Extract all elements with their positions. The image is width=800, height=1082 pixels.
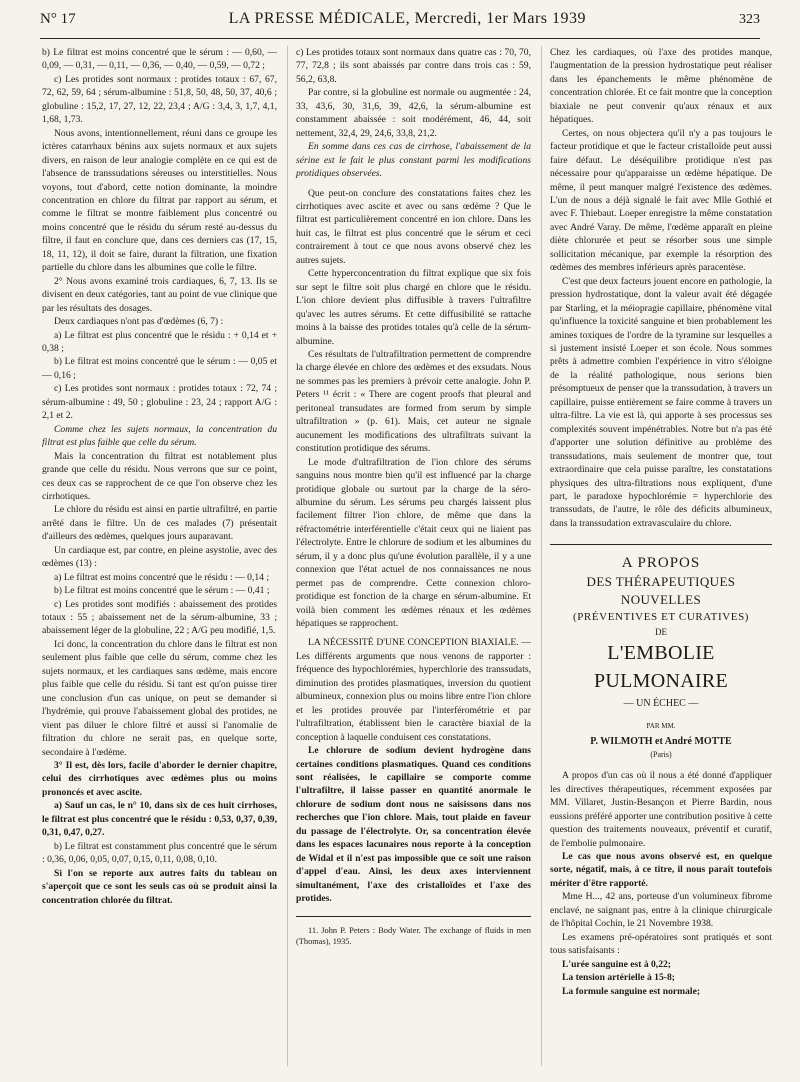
article-title-line: A PROPOS xyxy=(621,555,701,572)
paragraph: a) Sauf un cas, le n° 10, dans six de ces huit cirrhoses, le filtrat est plus concentré que le résidu : 0,53, 0,37, 0,39, 0,31, 0,47, 0,27. xyxy=(42,800,277,839)
paragraph: En somme dans ces cas de cirrhose, l'abaissement de la sérine est le fait le plus constant parmi les modifications protidiques observées. xyxy=(296,141,531,180)
paragraph: Mme H..., 42 ans, porteuse d'un volumineux fibrome enclavé, ne saignant pas, entre à la clinique chirurgicale de l'hôpital Cochin, le 21 Novembre 1938. xyxy=(550,891,772,930)
paragraph: Mais la concentration du filtrat est notablement plus grande que celle du résidu. Nous verrons que sur ce point, ces deux cas se rapprochent de ce que l'on observe chez les cirrhotiques. xyxy=(42,450,277,502)
paragraph: Certes, on nous objectera qu'il n'y a pas toujours le facteur protidique et que le facteur cristalloïde peut aussi faire défaut. Le déséquilibre protidique n'est pas nécessaire pour qu'apparaisse un œdème hépatique. De même, il peut manquer malgré l'existence des œdèmes. L'un de nous a déjà signalé le fait avec Mlle Gothié et avec F. Thiebaut. Loeper enregistre la même constatation avec André Varay. De même, l'œdème apparaît en pleine diète chlorurée et peut se résorber sous une simple sollicitation mécanique, par exemple la résorption des œdèmes des membres inférieurs après paracentèse. xyxy=(550,127,772,274)
paragraph: Le mode d'ultrafiltration de l'ion chlore des sérums sanguins nous montre bien qu'il est influencé par la charge protidique globale ou surtout par la charge de la séro-albumine du sérum. Les sérums peu chargés laissent plus facilement filtrer l'ion chlore, de même que dans la réfractométrie interférentielle c'était ceux qui ne liaient pas l'électrolyte. Entre le chlorure de sodium et les albumines du sérum, il y a donc plus qu'une évolution parallèle, il y a une connexion que l'état actuel de nos connaissances ne nous permet pas de comprendre. Cette connexion chloro-protidique est fonction de la charge en sérum-albumine. Et voilà bien comment les œdèmes rénaux et les œdèmes hépatiques se rapprochent. xyxy=(296,456,531,630)
paragraph: Un cardiaque est, par contre, en pleine asystolie, avec des œdèmes (13) : xyxy=(42,544,277,570)
paragraph: a) Le filtrat est moins concentré que le résidu : — 0,14 ; xyxy=(54,571,269,583)
byline-label: PAR MM. xyxy=(646,722,676,731)
paragraph: La tension artérielle à 15-8; xyxy=(562,972,675,984)
paragraph: 3° Il est, dès lors, facile d'aborder le dernier chapitre, celui des cirrhotiques avec œdèmes plus ou moins prononcés et avec ascite. xyxy=(42,760,277,798)
column-right xyxy=(550,46,772,998)
column-divider xyxy=(287,46,288,1066)
article-subtitle: — UN ÉCHEC — xyxy=(623,698,699,710)
page-number: 323 xyxy=(739,12,760,27)
paragraph: Deux cardiaques n'ont pas d'œdèmes (6, 7) : xyxy=(54,316,224,328)
column-left xyxy=(42,46,277,907)
paragraph: c) Les protides sont modifiés : abaissement des protides totaux : 55 ; abaissement net de la sérum-albumine, 33 ; abaissement léger de la globuline, 22 ; A/G peu modifié, 1,5. xyxy=(42,598,277,637)
article-title-line: DE xyxy=(655,627,667,638)
paragraph: c) Les protides sont normaux : protides totaux : 72, 74 ; sérum-albumine : 49, 50 ; globuline : 23, 24 ; rapport A/G : 2,1 et 2. xyxy=(42,383,277,422)
paragraph: Ici donc, la concentration du chlore dans le filtrat est non seulement plus faible que celle du sérum, comme chez les sujets normaux, et les cardiaques sans œdème, mais encore plus faible que celle du résidu. Si tant est qu'on puisse tirer une conclusion d'un cas unique, on peut se demander si l'hydrémie, qui prouve l'abaissement global des protides, ne vient pas diluer le chlore filtré et aussi si l'anomalie de filtration du chlore ne serait pas, en quelque sorte, secondaire à l'œdème. xyxy=(42,638,277,758)
article-title-line: (PRÉVENTIVES ET CURATIVES) xyxy=(572,611,750,624)
paragraph: c) Les protides sont normaux : protides totaux : 67, 67, 72, 62, 59, 64 ; sérum-albumine : 51,8, 50, 48, 50, 37, 40,6 ; globuline : 15,2, 17, 27, 12, 22, 23,4 ; A/G : 3,4, 3, 1,7, 4,1, 1,68, 1,73. xyxy=(42,73,277,126)
article-title-main: L'EMBOLIE PULMONAIRE xyxy=(593,642,729,693)
paragraph: Le chlore du résidu est ainsi en partie ultrafiltré, en partie arrêté dans le filtre. Un de ces malades (7) présentait d'ailleurs des œdèmes, quelques jours auparavant. xyxy=(42,504,277,543)
page-header xyxy=(40,10,760,39)
paragraph: Que peut-on conclure des constatations faites chez les cirrhotiques avec ascite et avec ou sans œdème ? Que le filtrat est particulièrement concentré en ion chlore. Dans les huit cas, le filtrat est plus concentré que le sérum et ceci contrairement à tout ce que nous avons observé chez les autres sujets. xyxy=(296,187,531,266)
journal-title: LA PRESSE MÉDICALE, Mercredi, 1er Mars 1939 xyxy=(228,10,587,27)
paragraph: L'urée sanguine est à 0,22; xyxy=(562,958,671,970)
article-authors: P. WILMOTH et André MOTTE xyxy=(590,736,732,748)
footnote-rule xyxy=(296,916,531,917)
paragraph: Par contre, si la globuline est normale ou augmentée : 24, 33, 43,6, 30, 31,6, 39, 42,6, la sérum-albumine est constamment abaissée : soit modérément, 46, 44, soit nettement, 32,4, 29, 24,6, 33,8, 21,2. xyxy=(296,87,531,139)
issue-number: N° 17 xyxy=(40,11,76,27)
article-title-line: DES THÉRAPEUTIQUES NOUVELLES xyxy=(586,574,736,608)
article-place: (Paris) xyxy=(650,750,672,760)
footnote: 11. John P. Peters : Body Water. The exchange of fluids in men (Thomas), 1935. xyxy=(296,925,531,946)
paragraph: Cette hyperconcentration du filtrat explique que six fois sur sept le filtre soit plus chargé en chlore que le résidu. L'ion chlore devient plus diffusible à travers l'ultrafiltre qu'avec les autres sérums. Et cette diffusibilité se rattache moins à la baisse des protides totales qu'à celle de la sérum-albumine. xyxy=(296,268,531,347)
paragraph: 2° Nous avons examiné trois cardiaques, 6, 7, 13. Ils se divisent en deux catégories, tant au point de vue clinique que par les résultats des dosages. xyxy=(42,275,277,314)
paragraph: Le chlorure de sodium devient hydrogène dans certaines conditions plasmatiques. Quand ces conditions sont réalisées, le capillaire se comporte comme l'ultrafiltre, il laisse passer en quantité anormale le chlorure de sodium dont nous ne saisissons dans nos recherches que l'ion chlore. Mais, tout plaide en faveur du passage de l'électrolyte. Or, sa concentration élevée dans les espaces lacunaires nous reporte à la conception de Widal et il n'est pas impossible que ce soit une raison d'appel d'eau. Ainsi, les deux axes interviennent simultanément, l'axe des cristalloïdes et l'axe des protides. xyxy=(296,745,531,905)
paragraph: Chez les cardiaques, où l'axe des protides manque, l'augmentation de la pression hydrostatique peut réaliser dans les épanchements le même phénomène de concentration chlorée. Et ce fait montre que la conception biaxiale ne peut convenir qu'aux rénaux et aux hépatiques. xyxy=(550,47,772,126)
paragraph: b) Le filtrat est constamment plus concentré que le sérum : 0,36, 0,06, 0,05, 0,07, 0,15, 0,11, 0,08, 0,10. xyxy=(42,840,277,866)
article-rule xyxy=(550,544,772,545)
paragraph: c) Les protides totaux sont normaux dans quatre cas : 70, 70, 77, 72,8 ; ils sont abaissés par contre dans trois cas : 59, 56,2, 63,8. xyxy=(296,47,531,85)
paragraph: La formule sanguine est normale; xyxy=(562,985,701,997)
column-divider xyxy=(541,46,542,1066)
paragraph: b) Le filtrat est moins concentré que le sérum : — 0,05 et — 0,16 ; xyxy=(42,356,277,381)
column-middle xyxy=(296,46,531,947)
paragraph: Nous avons, intentionnellement, réuni dans ce groupe les ictères catarrhaux bénins aux sujets normaux et aux sujets divers, en raison de leur analogie complète en ce qui est de l'absence de transsudations séreuses ou interstitielles. Nous voyons, tout d'abord, cette notion dominante, la moindre concentration en chlore du filtrat par rapport au sérum, et comme le filtrat se montre faiblement plus concentré ou moins concentré que le résidu du sérum resté au-dessus du filtre, il faut en conclure que, dans ces derniers cas (17, 15, 18, 11, 12), il doit se faire, durant la filtration, une fixation partielle du chlore dans les albumines que colle le filtre. xyxy=(42,127,277,274)
paragraph: A propos d'un cas où il nous a été donné d'appliquer les directives thérapeutiques, récemment exposées par MM. Villaret, Justin-Besançon et Pierre Bardin, nous eussions préféré apporter une contribution positive à cette question des traitements nouveaux, préventif et curatif, de l'embolie pulmonaire. xyxy=(550,770,772,849)
paragraph: C'est que deux facteurs jouent encore en pathologie, la pression hydrostatique, dont la valeur avait été dégagée par Starling, et la méiopragie capillaire, phénomène vital qu'influence la toxicité sanguine et bien probablement les amines toxiques de l'ordre de la tyramine sur lesquelles a si justement insisté Loeper et son école. Nous sommes prêts à admettre combien l'expérience in vitro s'éloigne de la réalité pathologique, nous serions bien présomptueux de penser que la transsudation, à travers un capillaire, puisse entièrement se faire comme à travers un ultra-filtre. La vie est là, qui apporte à ses processus ses complexités souvent impénétrables. Notre but n'a pas été d'apporter une solution définitive au problème des transsudations, mais seulement de montrer que, tout extraordinaire que cela puisse paraître, les constatations physiques des ultra-filtrations nous expliquent, d'une part, le paradoxe hypochlorémie = hyperchlorie des transsudats, de l'autre, le rôle des déficits albumineux, dans la transsudation extravasculaire du chlore. xyxy=(550,275,772,529)
paragraph: Comme chez les sujets normaux, la concentration du filtrat est plus faible que celle du sérum. xyxy=(42,423,277,449)
paragraph: Si l'on se reporte aux autres faits du tableau on s'aperçoit que ce sont les seuls cas où se produit ainsi la concentration chlorée du filtrat. xyxy=(42,867,277,906)
paragraph: Le cas que nous avons observé est, en quelque sorte, négatif, mais, à ce titre, il nous paraît toutefois mériter d'être rapporté. xyxy=(550,851,772,889)
paragraph: b) Le filtrat est moins concentré que le sérum : — 0,60, — 0,09, — 0,31, — 0,11, — 0,36, — 0,40, — 0,59, — 0,72 ; xyxy=(42,47,277,72)
paragraph: a) Le filtrat est plus concentré que le résidu : + 0,14 et + 0,38 ; xyxy=(42,329,277,354)
paragraph: b) Le filtrat est moins concentré que le sérum : — 0,41 ; xyxy=(54,585,270,597)
paragraph: Ces résultats de l'ultrafiltration permettent de comprendre la charge élevée en chlore des œdèmes et des exsudats. Nous ne sommes pas les premiers à prévoir cette analogie. John P. Peters ¹¹ écrit : « There are cogent proofs that pleural and peritoneal transudates are formed from serum by simple ultrafiltration » (p. 61). Mais, cet auteur ne signale aucunement les modifications des ultrafiltrats suivant la constitution protidique des sérums. xyxy=(296,348,531,455)
paragraph: LA NÉCESSITÉ D'UNE CONCEPTION BIAXIALE. — Les différents arguments que nous venons de rapporter : fréquence des hypochlorémies, hyperchlorie des transsudats, diminution des protides plasmatiques, inversion du quotient albumineux, connexion plus ou moins libre entre l'ion chlore et les protides prouvée par l'interférométrie et par l'ultrafiltration, établissent bien le caractère biaxial de la conception à laquelle conduisent ces constatations. xyxy=(296,637,531,743)
article-heading xyxy=(550,553,772,761)
paragraph: Les examens pré-opératoires sont pratiqués et sont tous satisfaisants : xyxy=(550,931,772,957)
